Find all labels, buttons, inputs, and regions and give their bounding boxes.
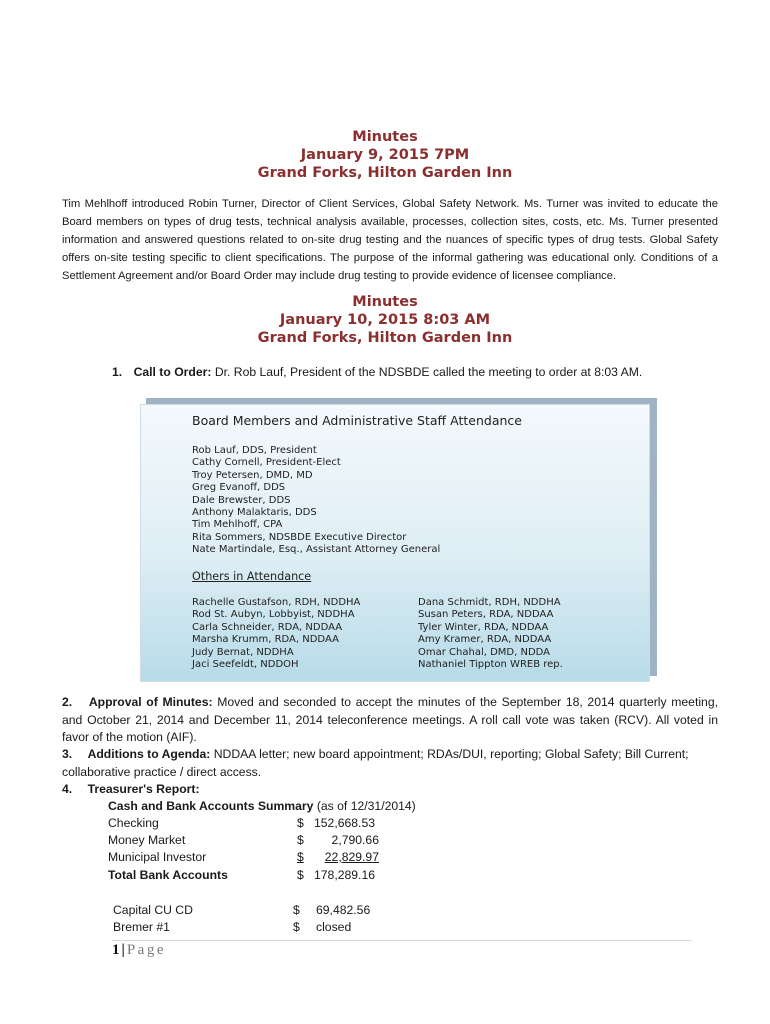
page-number: 1	[112, 942, 120, 958]
list-item: Amy Kramer, RDA, NDDAA	[418, 634, 552, 646]
account-name: Checking	[108, 816, 159, 830]
list-item: Marsha Krumm, RDA, NDDAA	[192, 634, 339, 646]
item-call-to-order	[112, 364, 718, 382]
account-name: Money Market	[108, 833, 186, 847]
account-amount: 152,668.53	[314, 816, 375, 830]
list-item: Anthony Malaktaris, DDS	[192, 506, 317, 518]
heading-location: Grand Forks, Hilton Garden Inn	[257, 165, 513, 181]
item-number: 4.	[62, 782, 73, 796]
item-label: Additions to Agenda:	[87, 747, 211, 761]
account-amount: 2,790.66	[331, 833, 379, 847]
account-currency: $	[293, 903, 300, 917]
item-label: Approval of Minutes:	[88, 695, 213, 709]
jan-9-paragraph: Tim Mehlhoff introduced Robin Turner, Director of Client Services, Global Safety Network. Ms. Turner was invited to educate the Board members on types of drug tests, technical analysis available, processes, collection sites, costs, etc. Ms. Turner presented information and answered questions related to on-site drug testing and the nuances of specific types of drug tests. Global Safety offers on-site testing specific to client specifications. The purpose of the informal gathering was educational only. Conditions of a Settlement Agreement and/or Board Order may include drug testing to provide evidence of licensee compliance.	[62, 198, 718, 282]
attendance-title: Board Members and Administrative Staff Attendance	[192, 413, 522, 428]
summary-title: Cash and Bank Accounts Summary	[108, 799, 314, 813]
list-item: Omar Chahal, DMD, NDDA	[418, 646, 551, 658]
footer-divider	[112, 940, 692, 941]
item-approval-of-minutes	[62, 694, 718, 747]
summary-date: (as of 12/31/2014)	[313, 799, 416, 813]
item-label: Call to Order:	[133, 365, 212, 379]
account-currency: $	[293, 920, 300, 934]
board-members-list	[192, 445, 440, 557]
heading-title: Minutes	[352, 129, 418, 145]
others-left-list	[192, 597, 360, 671]
list-item: Dale Brewster, DDS	[192, 494, 291, 506]
minutes-heading-jan-10	[0, 293, 770, 347]
account-amount: 22,829.97	[324, 850, 379, 864]
account-currency: $	[297, 816, 304, 830]
item-number: 3.	[62, 747, 73, 761]
account-name: Bremer #1	[113, 920, 170, 934]
list-item: Susan Peters, RDA, NDDAA	[418, 609, 554, 621]
item-number: 2.	[62, 695, 73, 709]
list-item: Greg Evanoff, DDS	[192, 482, 286, 494]
item-label: Treasurer's Report:	[87, 782, 200, 796]
heading-location: Grand Forks, Hilton Garden Inn	[257, 330, 513, 346]
heading-title: Minutes	[352, 294, 418, 310]
list-item: Rod St. Aubyn, Lobbyist, NDDHA	[192, 609, 355, 621]
page-word: Page	[126, 942, 166, 958]
attendance-box	[140, 404, 650, 682]
minutes-heading-jan-9	[0, 128, 770, 182]
item-treasurers-report	[62, 781, 718, 799]
account-name: Capital CU CD	[113, 903, 193, 917]
others-title: Others in Attendance	[192, 570, 312, 583]
item-text: Moved and seconded to accept the minutes of the September 18, 2014 quarterly meeting, and October 21, 2014 and December 11, 2014 teleconference meetings. A roll call vote was taken (RCV). All voted in favor of the motion (AIF).	[62, 695, 718, 744]
list-item: Carla Schneider, RDA, NDDAA	[192, 621, 343, 633]
account-currency: $	[297, 833, 304, 847]
account-amount: closed	[316, 920, 352, 934]
others-right-list	[418, 597, 563, 671]
page-separator: |	[121, 942, 125, 958]
list-item: Nathaniel Tippton WREB rep.	[418, 658, 563, 670]
list-item: Judy Bernat, NDDHA	[192, 646, 294, 658]
account-amount: 178,289.16	[314, 868, 375, 882]
list-item: Cathy Cornell, President-Elect	[192, 457, 341, 469]
list-item: Tim Mehlhoff, CPA	[192, 519, 283, 531]
item-number: 1.	[112, 365, 123, 379]
list-item: Troy Petersen, DMD, MD	[192, 469, 313, 481]
account-currency: $	[297, 868, 304, 882]
list-item: Tyler Winter, RDA, NDDAA	[418, 621, 549, 633]
list-item: Jaci Seefeldt, NDDOH	[192, 658, 299, 670]
account-name: Municipal Investor	[108, 850, 207, 864]
account-currency-symbol: $	[297, 850, 304, 864]
item-additions-to-agenda	[62, 746, 718, 781]
page-footer	[112, 942, 166, 959]
item-text: Dr. Rob Lauf, President of the NDSBDE called the meeting to order at 8:03 AM.	[211, 365, 643, 379]
list-item: Rachelle Gustafson, RDH, NDDHA	[192, 597, 361, 608]
account-name: Total Bank Accounts	[108, 868, 228, 882]
list-item: Nate Martindale, Esq., Assistant Attorney General	[192, 544, 441, 556]
list-item: Rob Lauf, DDS, President	[192, 445, 317, 456]
account-amount: 69,482.56	[316, 903, 371, 917]
summary-heading	[108, 798, 416, 816]
list-item: Rita Sommers, NDSBDE Executive Director	[192, 531, 407, 543]
heading-date: January 10, 2015 8:03 AM	[279, 312, 491, 328]
list-item: Dana Schmidt, RDH, NDDHA	[418, 597, 561, 608]
heading-date: January 9, 2015 7PM	[300, 147, 470, 163]
item-text: NDDAA letter; new board appointment; RDAs/DUI, reporting; Global Safety; Bill Current; collaborative practice / direct access.	[62, 747, 689, 779]
